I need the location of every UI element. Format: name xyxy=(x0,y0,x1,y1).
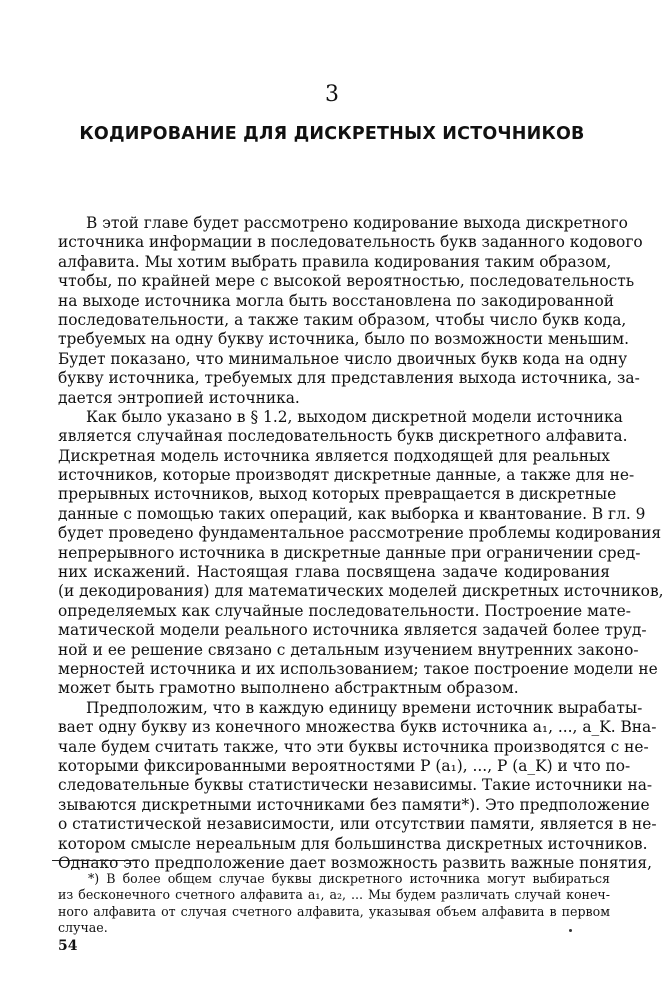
body-line: мерностей источника и их использованием; такое построение модели не xyxy=(58,659,658,678)
footnote-line: случае. xyxy=(58,920,108,936)
body-line: ной и ее решение связано с детальным изучением внутренних законо- xyxy=(58,640,639,659)
body-line: последовательности, а также таким образом, чтобы число букв кода, xyxy=(58,310,627,329)
body-line: котором смысле нереальным для большинства дискретных источников. xyxy=(58,834,648,853)
body-line: матической модели реального источника является задачей более труд- xyxy=(58,621,647,640)
chapter-title: КОДИРОВАНИЕ ДЛЯ ДИСКРЕТНЫХ ИСТОЧНИКОВ xyxy=(79,124,585,144)
body-line: о статистической независимости, или отсутствии памяти, является в не- xyxy=(58,815,657,834)
body-line: них искажений. Настоящая глава посвящена задаче кодирования xyxy=(58,563,610,582)
footnote-line: *) В более общем случае буквы дискретного источника могут выбираться xyxy=(88,871,610,886)
body-line: вает одну букву из конечного множества букв источника a₁, ..., a_K. Вна- xyxy=(58,718,657,737)
body-line: Как было указано в § 1.2, выходом дискретной модели источника xyxy=(86,407,623,426)
body-line: чале будем считать также, что эти буквы источника производятся с не- xyxy=(58,737,649,756)
body-line: Будет показано, что минимальное число двоичных букв кода на одну xyxy=(58,349,628,368)
body-line: чтобы, по крайней мере с высокой вероятностью, последовательность xyxy=(58,272,635,291)
body-line: является случайная последовательность букв дискретного алфавита. xyxy=(58,427,628,446)
body-line: букву источника, требуемых для представления выхода источника, за- xyxy=(58,369,640,388)
page-number: 54 xyxy=(58,938,78,954)
body-line: Однако это предположение дает возможность развить важные понятия, xyxy=(58,853,652,872)
body-line: будет проведено фундаментальное рассмотрение проблемы кодирования xyxy=(58,524,662,543)
body-line: дается энтропией источника. xyxy=(58,388,300,407)
body-line: прерывных источников, выход которых превращается в дискретные xyxy=(58,485,617,504)
body-line: может быть грамотно выполнено абстрактным образом. xyxy=(58,679,519,698)
body-line: алфавита. Мы хотим выбрать правила кодирования таким образом, xyxy=(58,252,612,271)
body-line: (и декодирования) для математических моделей дискретных источников, xyxy=(58,582,664,601)
body-line: следовательные буквы статистически независимы. Такие источники на- xyxy=(58,776,653,795)
body-line: требуемых на одну букву источника, было по возможности меньшим. xyxy=(58,330,629,349)
footnote-line: из бесконечного счетного алфавита a₁, a₂, ... Мы будем различать случай конеч- xyxy=(58,887,610,903)
body-line: определяемых как случайные последовательности. Построение мате- xyxy=(58,601,631,620)
footnote xyxy=(58,871,610,937)
body-line: на выходе источника могла быть восстановлена по закодированной xyxy=(58,291,615,310)
body-text xyxy=(58,214,664,873)
body-line: зываются дискретными источниками без памяти*). Это предположение xyxy=(58,795,650,814)
body-line: Дискретная модель источника является подходящей для реальных xyxy=(58,446,610,465)
print-speck xyxy=(569,929,572,932)
body-line: В этой главе будет рассмотрено кодирование выхода дискретного xyxy=(86,214,628,232)
body-line: непрерывного источника в дискретные данные при ограничении сред- xyxy=(58,543,641,562)
body-line: данные с помощью таких операций, как выборка и квантование. В гл. 9 xyxy=(58,504,646,523)
body-line: источника информации в последовательность букв заданного кодового xyxy=(58,233,643,252)
footnote-divider xyxy=(52,860,138,861)
chapter-number: 3 xyxy=(325,82,339,107)
body-line: Предположим, что в каждую единицу времени источник вырабаты- xyxy=(86,698,643,717)
body-line: которыми фиксированными вероятностями P (a₁), ..., P (a_K) и что по- xyxy=(58,756,631,775)
footnote-line: ного алфавита от случая счетного алфавита, указывая объем алфавита в первом xyxy=(58,903,610,919)
body-line: источников, которые производят дискретные данные, а также для не- xyxy=(58,466,635,485)
